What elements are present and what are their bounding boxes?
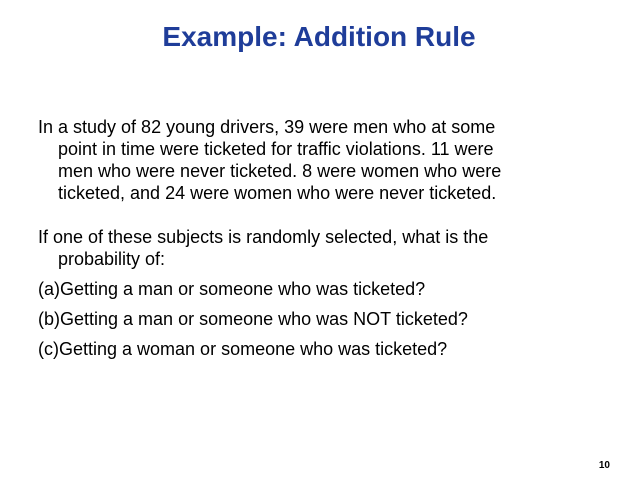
problem-statement [38, 116, 608, 204]
problem-line: men who were never ticketed. 8 were women who were [58, 161, 502, 181]
problem-line: point in time were ticketed for traffic violations. 11 were [58, 139, 494, 159]
question-b: (b)Getting a man or someone who was NOT ticketed? [38, 309, 468, 329]
page-number: 10 [598, 460, 610, 471]
slide-title: Example: Addition Rule [162, 21, 476, 52]
problem-line: In a study of 82 young drivers, 39 were men who at some [38, 117, 496, 137]
slide-body [38, 116, 608, 368]
question-c: (c)Getting a woman or someone who was ticketed? [38, 339, 448, 359]
spacer [38, 204, 608, 226]
question-intro-line: If one of these subjects is randomly selected, what is the [38, 227, 489, 247]
question-intro [38, 226, 608, 270]
problem-line: ticketed, and 24 were women who were never ticketed. [58, 183, 497, 203]
question-a: (a)Getting a man or someone who was ticketed? [38, 279, 426, 299]
question-intro-line: probability of: [58, 249, 166, 269]
